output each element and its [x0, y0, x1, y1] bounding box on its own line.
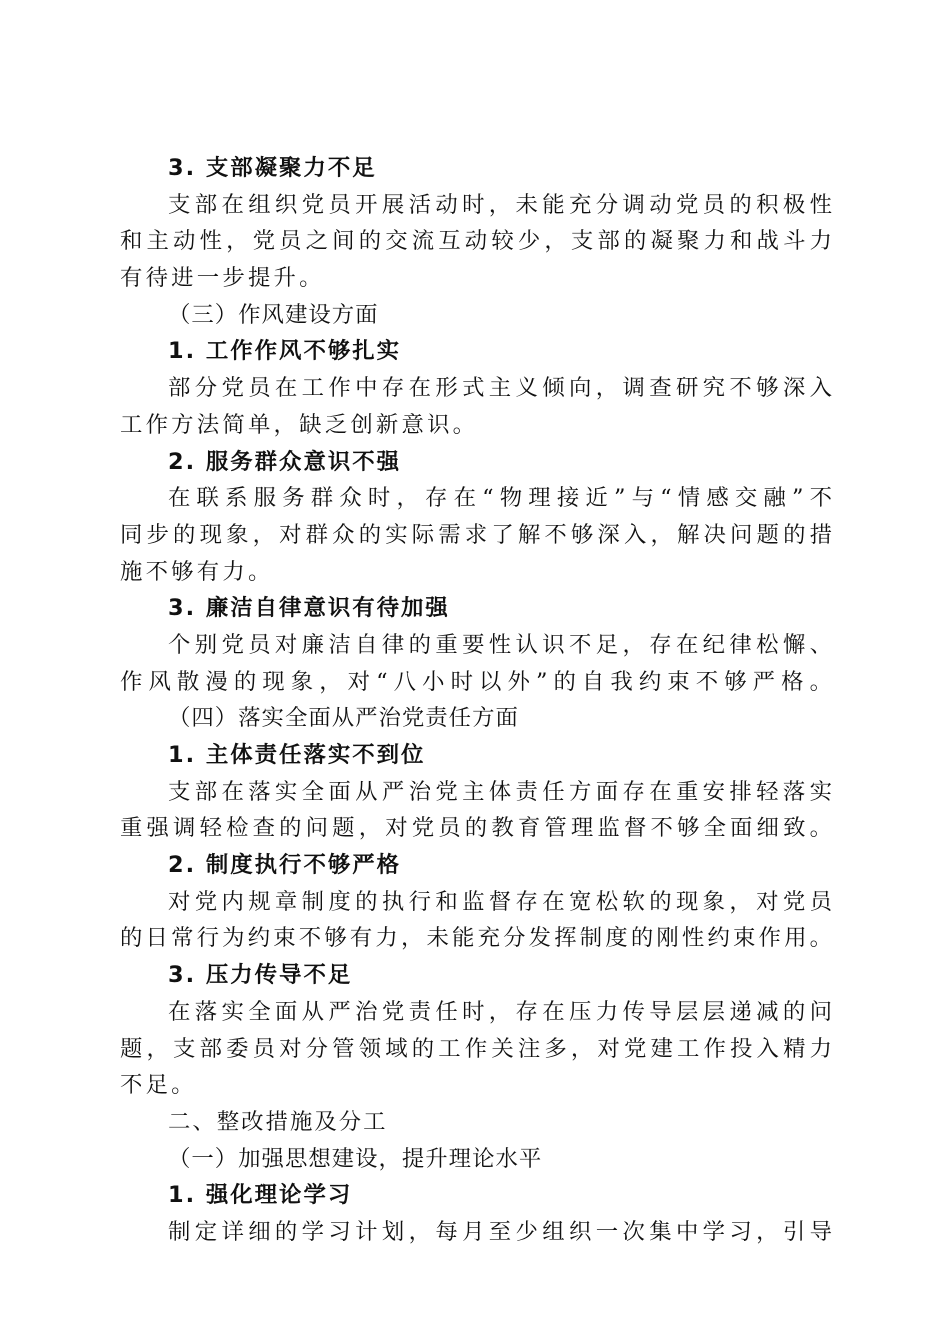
- paragraph-line: 的日常行为约束不够有力，未能充分发挥制度的刚性约束作用。: [120, 925, 832, 952]
- paragraph-line: 重强调轻检查的问题，对党员的教育管理监督不够全面细致。: [120, 815, 832, 842]
- paragraph-line: 施不够有力。: [120, 558, 274, 585]
- paragraph-line: 部分党员在工作中存在形式主义倾向，调查研究不够深入: [168, 375, 832, 402]
- subsection-heading: （一）加强思想建设，提升理论水平: [168, 1145, 543, 1172]
- item-heading: 2. 制度执行不够严格: [168, 852, 402, 879]
- paragraph-line: 个别党员对廉洁自律的重要性认识不足，存在纪律松懈、: [168, 631, 832, 658]
- paragraph-line: 工作方法简单，缺乏创新意识。: [120, 411, 479, 438]
- paragraph-line: 题，支部委员对分管领域的工作关注多，对党建工作投入精力: [120, 1035, 832, 1062]
- paragraph-line: 有待进一步提升。: [120, 265, 325, 292]
- paragraph-line: 在联系服务群众时，存在“物理接近”与“情感交融”不: [168, 485, 832, 512]
- paragraph-line: 支部在组织党员开展活动时，未能充分调动党员的积极性: [168, 191, 832, 218]
- item-heading: 1. 主体责任落实不到位: [168, 742, 426, 768]
- paragraph-line: 不足。: [120, 1072, 197, 1099]
- paragraph-line: 对党内规章制度的执行和监督存在宽松软的现象，对党员: [168, 888, 832, 915]
- paragraph-line: 在落实全面从严治党责任时，存在压力传导层层递减的问: [168, 998, 832, 1025]
- item-heading: 3. 廉洁自律意识有待加强: [168, 595, 450, 622]
- document-page: [120, 150, 832, 1251]
- paragraph-line: 同步的现象，对群众的实际需求了解不够深入，解决问题的措: [120, 521, 832, 548]
- paragraph-line: 制定详细的学习计划，每月至少组织一次集中学习，引导: [168, 1218, 832, 1245]
- subsection-heading: （四）落实全面从严治党责任方面: [168, 705, 519, 732]
- paragraph-line: 支部在落实全面从严治党主体责任方面存在重安排轻落实: [168, 778, 832, 805]
- item-heading: 1. 工作作风不够扎实: [168, 338, 402, 365]
- paragraph-line: 和主动性，党员之间的交流互动较少，支部的凝聚力和战斗力: [120, 228, 832, 255]
- section-heading: 二、整改措施及分工: [168, 1108, 388, 1135]
- item-heading: 3. 压力传导不足: [168, 962, 353, 989]
- item-heading: 2. 服务群众意识不强: [168, 448, 402, 475]
- item-heading: 1. 强化理论学习: [168, 1182, 353, 1209]
- item-heading: 3. 支部凝聚力不足: [168, 155, 377, 181]
- paragraph-line: 作风散漫的现象，对“八小时以外”的自我约束不够严格。: [120, 668, 832, 695]
- subsection-heading: （三）作风建设方面: [168, 301, 379, 328]
